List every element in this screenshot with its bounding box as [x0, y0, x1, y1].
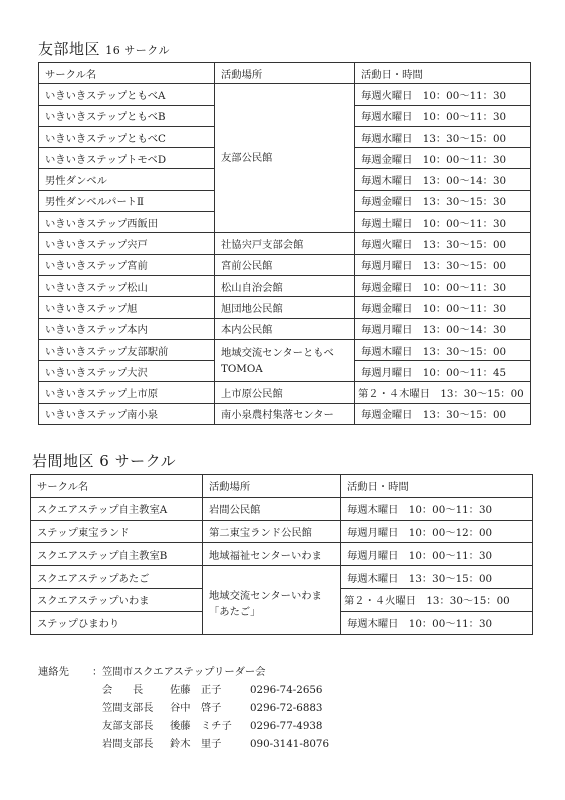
circle-time: 毎週月曜日 13：00〜14：30 — [355, 318, 531, 339]
table-header-row — [39, 63, 531, 84]
circle-time: 毎週木曜日 13：30〜15：00 — [341, 566, 533, 589]
circle-time: 毎週金曜日 13：30〜15：00 — [355, 403, 531, 424]
circle-place: 宮前公民館 — [215, 254, 355, 275]
circle-place: 第二東宝ランド公民館 — [203, 520, 341, 543]
table-row — [39, 403, 531, 424]
header-place: 活動場所 — [215, 63, 355, 84]
circle-time: 毎週火曜日 13：30〜15：00 — [355, 233, 531, 254]
table-row — [39, 297, 531, 318]
circle-time: 毎週木曜日 13：00〜14：30 — [355, 169, 531, 190]
circle-time: 毎週土曜日 10：00〜11：30 — [355, 212, 531, 233]
contact-name: 後藤 ミチ子 — [170, 720, 232, 732]
section-title-iwama: 岩間地区 6 サークル — [32, 452, 177, 470]
table-row — [39, 254, 531, 275]
circle-place: 社協宍戸支部会館 — [215, 233, 355, 254]
circle-name: ステップひまわり — [31, 611, 203, 634]
circle-name: いきいきステップ上市原 — [39, 382, 215, 403]
circle-time: 毎週木曜日 10：00〜11：30 — [341, 611, 533, 634]
contact-role: 友部支部長 — [102, 720, 154, 732]
circle-place: 岩間公民館 — [203, 497, 341, 520]
header-place: 活動場所 — [203, 475, 341, 498]
circle-place: 上市原公民館 — [215, 382, 355, 403]
place-merged: 友部公民館 — [215, 84, 355, 233]
place-line: TOMOA — [221, 362, 263, 375]
table-row — [31, 497, 533, 520]
header-time: 活動日・時間 — [355, 63, 531, 84]
circle-place: 松山自治会館 — [215, 275, 355, 296]
circle-time: 毎週月曜日 10：00〜12：00 — [341, 520, 533, 543]
circle-name: いきいきステップ宮前 — [39, 254, 215, 275]
circle-name: いきいきステップ宍戸 — [39, 233, 215, 254]
table-row — [39, 233, 531, 254]
section-title-tomobe — [38, 38, 170, 59]
circle-place: 本内公民館 — [215, 318, 355, 339]
table-row — [31, 566, 533, 589]
circle-time: 毎週金曜日 13：30〜15：30 — [355, 190, 531, 211]
table-row — [31, 520, 533, 543]
table-header-row — [31, 475, 533, 498]
table-row — [39, 382, 531, 403]
header-circle-name: サークル名 — [31, 475, 203, 498]
circle-name: 男性ダンベル — [39, 169, 215, 190]
place-line: 「あたご」 — [209, 605, 261, 618]
circle-name: いきいきステップ松山 — [39, 275, 215, 296]
circle-name: スクエアステップいわま — [31, 588, 203, 611]
circle-name: スクエアステップ自主教室B — [31, 543, 203, 566]
header-time: 活動日・時間 — [341, 475, 533, 498]
circle-name: いきいきステップ友部駅前 — [39, 339, 215, 360]
circle-time: 毎週水曜日 13：30〜15：00 — [355, 126, 531, 147]
contact-role: 会 長 — [102, 684, 144, 696]
circle-time: 毎週金曜日 10：00〜11：30 — [355, 297, 531, 318]
table-row — [31, 543, 533, 566]
circle-name: いきいきステップともべB — [39, 105, 215, 126]
circle-name: いきいきステップともべC — [39, 126, 215, 147]
circle-time: 毎週木曜日 13：30〜15：00 — [355, 339, 531, 360]
contact-role: 岩間支部長 — [102, 738, 154, 750]
circle-name: ステップ東宝ランド — [31, 520, 203, 543]
contact-name: 鈴木 里子 — [170, 738, 222, 750]
circle-time: 毎週金曜日 10：00〜11：30 — [355, 275, 531, 296]
circle-time: 毎週木曜日 10：00〜11：30 — [341, 497, 533, 520]
circle-name: いきいきステップトモベD — [39, 148, 215, 169]
contact-phone: 0296-74-2656 — [250, 684, 323, 696]
table-row — [39, 84, 531, 105]
circle-name: いきいきステップ大沢 — [39, 361, 215, 382]
header-circle-name: サークル名 — [39, 63, 215, 84]
tomobe-circle-table — [38, 62, 531, 425]
circle-name: いきいきステップ旭 — [39, 297, 215, 318]
circle-place: 南小泉農村集落センター — [215, 403, 355, 424]
place-line: 地域交流センターいわま — [209, 589, 322, 602]
table-row — [39, 339, 531, 360]
contact-label: 連絡先 — [38, 666, 69, 678]
table-row — [39, 318, 531, 339]
circle-time: 毎週水曜日 10：00〜11：30 — [355, 105, 531, 126]
circle-time: 毎週月曜日 10：00〜11：30 — [341, 543, 533, 566]
circle-name: スクエアステップ自主教室A — [31, 497, 203, 520]
table-row — [39, 275, 531, 296]
circle-time: 毎週月曜日 13：30〜15：00 — [355, 254, 531, 275]
circle-name: いきいきステップ本内 — [39, 318, 215, 339]
section-circle-count: 16 サークル — [105, 44, 170, 57]
circle-name: 男性ダンベルパートⅡ — [39, 190, 215, 211]
circle-place: 旭団地公民館 — [215, 297, 355, 318]
place-merged-iwama — [203, 566, 341, 634]
circle-name: いきいきステップ西飯田 — [39, 212, 215, 233]
circle-place: 地域福祉センターいわま — [203, 543, 341, 566]
contact-role: 笠間支部長 — [102, 702, 154, 714]
circle-time: 毎週月曜日 10：00〜11：45 — [355, 361, 531, 382]
contact-phone: 0296-72-6883 — [250, 702, 323, 714]
circle-time: 毎週金曜日 10：00〜11：30 — [355, 148, 531, 169]
contact-phone: 0296-77-4938 — [250, 720, 323, 732]
circle-time: 毎週火曜日 10：00〜11：30 — [355, 84, 531, 105]
contact-name: 佐藤 正子 — [170, 684, 222, 696]
circle-time: 第２・４木曜日 13：30〜15：00 — [355, 382, 531, 403]
contact-name: 谷中 啓子 — [170, 702, 222, 714]
contact-org: 笠間市スクエアステップリーダー会 — [102, 666, 266, 678]
circle-time: 第２・４火曜日 13：30〜15：00 — [341, 588, 533, 611]
circle-name: スクエアステップあたご — [31, 566, 203, 589]
place-merged-tomobe — [215, 339, 355, 382]
contact-colon: ： — [92, 666, 103, 678]
contact-phone: 090-3141-8076 — [250, 738, 330, 750]
iwama-circle-table — [30, 474, 533, 635]
section-title-text: 友部地区 — [38, 40, 101, 58]
circle-name: いきいきステップ南小泉 — [39, 403, 215, 424]
place-line: 地域交流センターともべ — [221, 346, 334, 359]
circle-name: いきいきステップともべA — [39, 84, 215, 105]
